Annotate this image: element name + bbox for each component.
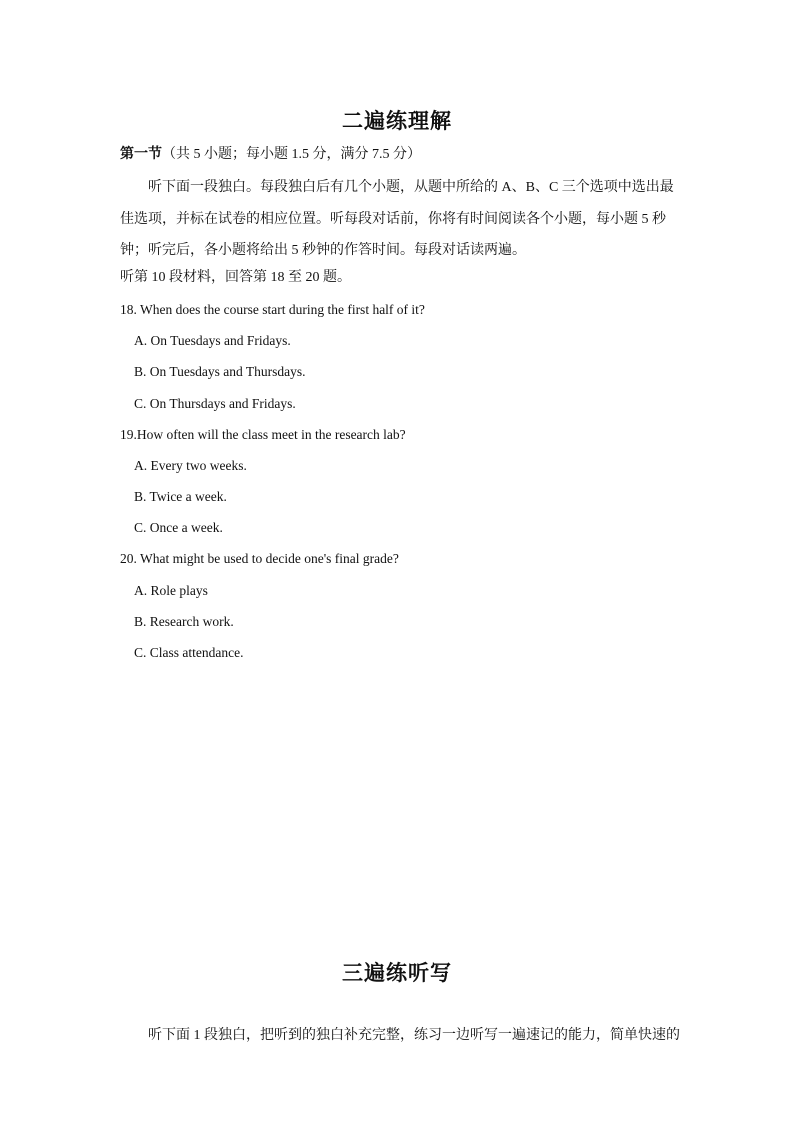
question-18-option-a: A. On Tuesdays and Fridays. — [134, 333, 291, 348]
material-line: 听第 10 段材料，回答第 18 至 20 题。 — [120, 270, 351, 285]
part-heading-scoring: （共 5 小题；每小题 1.5 分，满分 7.5 分） — [162, 147, 421, 162]
part-heading — [120, 145, 680, 165]
question-19-option-c: C. Once a week. — [134, 520, 223, 535]
question-19-stem: 19.How often will the class meet in the research lab? — [120, 427, 406, 442]
question-19-option-a: A. Every two weeks. — [134, 458, 247, 473]
section-title-comprehension: 二遍练理解 — [342, 109, 452, 133]
question-18-option-b: B. On Tuesdays and Thursdays. — [134, 364, 306, 379]
section-title-dictation: 三遍练听写 — [342, 961, 452, 985]
dictation-intro: 听下面 1 段独白，把听到的独白补充完整，练习一边听写一遍速记的能力，简单快速的 — [148, 1028, 680, 1043]
question-19-option-b: B. Twice a week. — [134, 489, 227, 504]
question-20-option-c: C. Class attendance. — [134, 645, 244, 660]
question-20-option-b: B. Research work. — [134, 614, 234, 629]
part-heading-label: 第一节 — [120, 147, 162, 162]
question-20-stem: 20. What might be used to decide one's final grade? — [120, 551, 399, 566]
question-18-option-c: C. On Thursdays and Fridays. — [134, 396, 296, 411]
instructions-paragraph: 听下面一段独白。每段独白后有几个小题，从题中所给的 A、B、C 三个选项中选出最佳选项，并标在试卷的相应位置。听每段对话前，你将有时间阅读各个小题，每小题 5 秒钟；听完后，各小题将给出 5 秒钟的作答时间。每段对话读两遍。 — [120, 180, 674, 258]
question-18-stem: 18. When does the course start during the first half of it? — [120, 302, 425, 317]
question-20-option-a: A. Role plays — [134, 583, 208, 598]
